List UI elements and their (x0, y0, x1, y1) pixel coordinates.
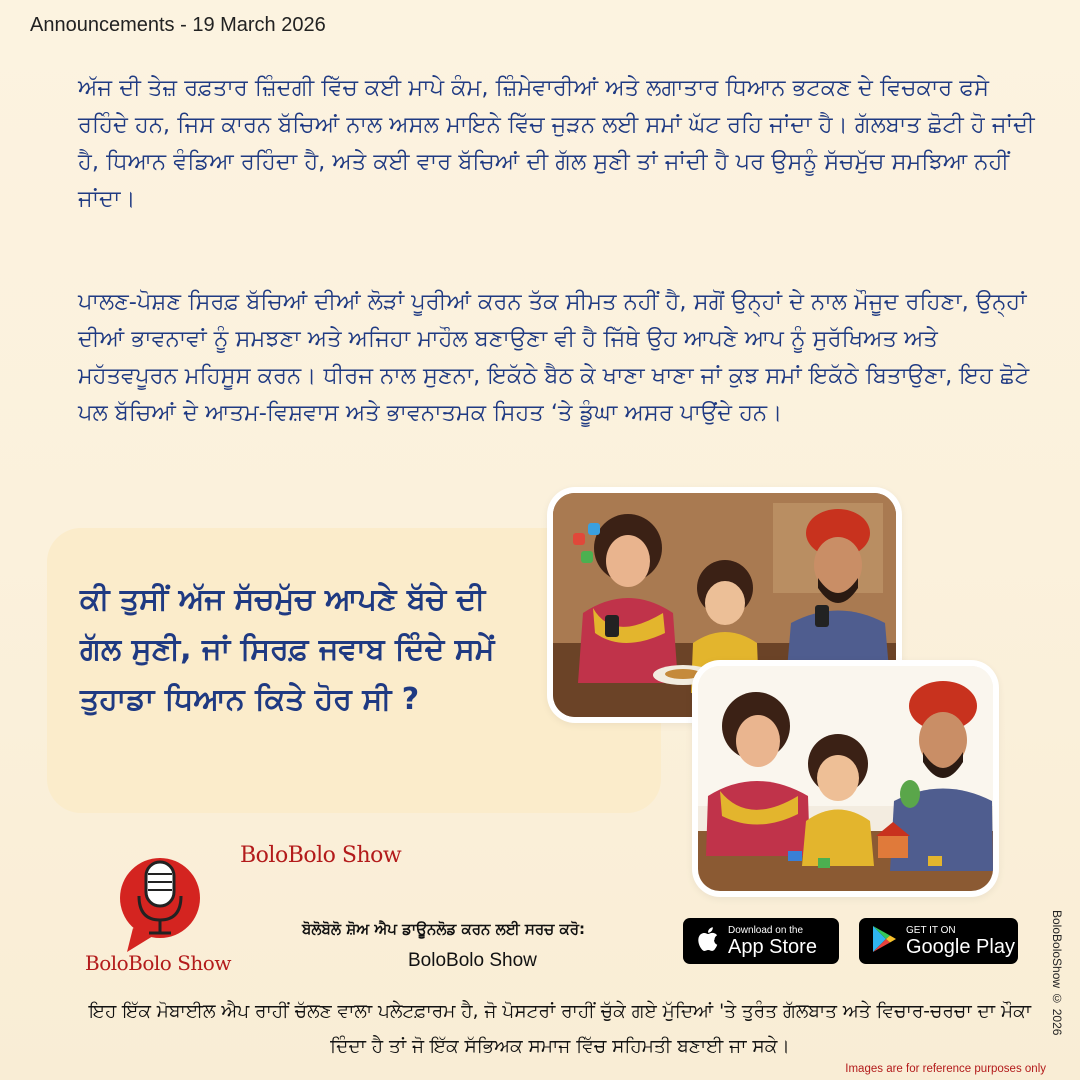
google-play-small-label: GET IT ON (906, 924, 956, 936)
download-app-name: BoloBolo Show (408, 950, 537, 971)
parenting-paragraph: ਪਾਲਣ-ਪੋਸ਼ਣ ਸਿਰਫ਼ ਬੱਚਿਆਂ ਦੀਆਂ ਲੋੜਾਂ ਪੂਰੀਆਂ ਕਰਨ ਤੱਕ ਸੀਮਤ ਨਹੀਂ ਹੈ, ਸਗੋਂ ਉਨ੍ਹਾਂ ਦੇ ਨਾਲ ਮੌਜੂਦ ਰਹਿਣਾ, ਉਨ੍ਹਾਂ ਦੀਆਂ ਭਾਵਨਾਵਾਂ ਨੂੰ ਸਮਝਣਾ ਅਤੇ ਅਜਿਹਾ ਮਾਹੌਲ ਬਣਾਉਣਾ ਵੀ ਹੈ ਜਿੱਥੇ ਉਹ ਆਪਣੇ ਆਪ ਨੂੰ ਸੁਰੱਖਿਅਤ ਅਤੇ ਮਹੱਤਵਪੂਰਨ ਮਹਿਸੂਸ ਕਰਨ। ਧੀਰਜ ਨਾਲ ਸੁਣਨਾ, ਇਕੱਠੇ ਬੈਠ ਕੇ ਖਾਣਾ ਖਾਣਾ ਜਾਂ ਕੁਝ ਸਮਾਂ ਇਕੱਠੇ ਬਿਤਾਉਣਾ, ਇਹ ਛੋਟੇ ਪਲ ਬੱਚਿਆਂ ਦੇ ਆਤਮ-ਵਿਸ਼ਵਾਸ ਅਤੇ ਭਾਵਨਾਤਮਕ ਸਿਹਤ ‘ਤੇ ਡੂੰਘਾ ਅਸਰ ਪਾਉਂਦੇ ਹਨ। (78, 289, 1030, 426)
question-text: ਕੀ ਤੁਸੀਂ ਅੱਜ ਸੱਚਮੁੱਚ ਆਪਣੇ ਬੱਚੇ ਦੀ ਗੱਲ ਸੁਣੀ, ਜਾਂ ਸਿਰਫ਼ ਜਵਾਬ ਦਿੰਦੇ ਸਮੇਂ ਤੁਹਾਡਾ ਧਿਆਨ ਕਿਤੇ ਹੋਰ ਸੀ ? (80, 582, 495, 717)
app-store-button[interactable] (683, 918, 839, 964)
announcement-date: Announcements - 19 March 2026 (30, 14, 326, 36)
apple-icon (697, 926, 719, 957)
microphone-icon (113, 850, 208, 955)
image-disclaimer: Images are for reference purposes only (845, 1063, 1046, 1075)
app-store-label: App Store (728, 935, 817, 958)
logo-wordmark: BoloBolo Show (85, 951, 231, 975)
intro-paragraph: ਅੱਜ ਦੀ ਤੇਜ਼ ਰਫ਼ਤਾਰ ਜ਼ਿੰਦਗੀ ਵਿੱਚ ਕਈ ਮਾਪੇ ਕੰਮ, ਜ਼ਿੰਮੇਵਾਰੀਆਂ ਅਤੇ ਲਗਾਤਾਰ ਧਿਆਨ ਭਟਕਣ ਦੇ ਵਿਚਕਾਰ ਫਸੇ ਰਹਿੰਦੇ ਹਨ, ਜਿਸ ਕਾਰਨ ਬੱਚਿਆਂ ਨਾਲ ਅਸਲ ਮਾਇਨੇ ਵਿੱਚ ਜੁੜਨ ਲਈ ਸਮਾਂ ਘੱਟ ਰਹਿ ਜਾਂਦਾ ਹੈ। ਗੱਲਬਾਤ ਛੋਟੀ ਹੋ ਜਾਂਦੀ ਹੈ, ਧਿਆਨ ਵੰਡਿਆ ਰਹਿੰਦਾ ਹੈ, ਅਤੇ ਕਈ ਵਾਰ ਬੱਚਿਆਂ ਦੀ ਗੱਲ ਸੁਣੀ ਤਾਂ ਜਾਂਦੀ ਹੈ ਪਰ ਉਸਨੂੰ ਸੱਚਮੁੱਚ ਸਮਝਿਆ ਨਹੀਂ ਜਾਂਦਾ। (78, 75, 1035, 212)
brand-name: BoloBolo Show (240, 843, 402, 868)
platform-description: ਇਹ ਇੱਕ ਮੋਬਾਈਲ ਐਪ ਰਾਹੀਂ ਚੱਲਣ ਵਾਲਾ ਪਲੇਟਫ਼ਾਰਮ ਹੈ, ਜੋ ਪੋਸਟਰਾਂ ਰਾਹੀਂ ਚੁੱਕੇ ਗਏ ਮੁੱਦਿਆਂ 'ਤੇ ਤੁਰੰਤ ਗੱਲਬਾਤ ਅਤੇ ਵਿਚਾਰ-ਚਰਚਾ ਦਾ ਮੌਕਾ ਦਿੰਦਾ ਹੈ ਤਾਂ ਜੋ ਇੱਕ ਸੱਭਿਅਕ ਸਮਾਜ ਵਿੱਚ ਸਹਿਮਤੀ ਬਣਾਈ ਜਾ ਸਕੇ। (88, 1001, 1032, 1057)
google-play-icon (871, 925, 897, 958)
download-instruction: ਬੋਲੋਬੋਲੋ ਸ਼ੋਅ ਐਪ ਡਾਊਨਲੋਡ ਕਰਨ ਲਈ ਸਰਚ ਕਰੋ: (302, 920, 586, 938)
copyright-notice: BoloBoloShow © 2026 (1050, 910, 1064, 1036)
app-store-small-label: Download on the (728, 924, 804, 936)
google-play-label: Google Play (906, 935, 1015, 958)
engaged-family-illustration (692, 660, 999, 897)
google-play-button[interactable] (859, 918, 1018, 964)
